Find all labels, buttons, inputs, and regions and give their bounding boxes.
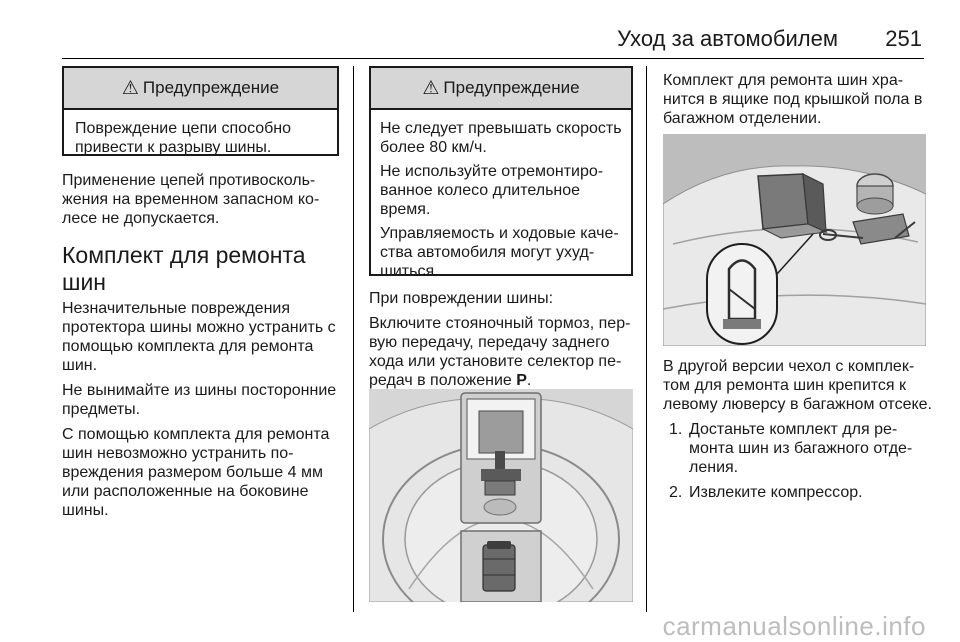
step-number: 1. — [669, 421, 683, 438]
warning-text: Не используйте отремонтированное колесо длительное время. — [380, 163, 604, 218]
steps-list — [663, 420, 933, 502]
warning-triangle-icon: ⚠ — [422, 77, 440, 99]
paragraph — [369, 314, 635, 390]
warning-title: Предупреждение — [142, 78, 280, 97]
warning-box — [62, 66, 339, 156]
warning-triangle-icon: ⚠ — [121, 77, 139, 99]
warning-box — [369, 66, 633, 280]
column-divider — [646, 66, 647, 612]
trunk-repair-kit-illustration — [663, 134, 926, 346]
paragraph-text: Включите стояночный тормоз, первую передачу, передачу заднего хода или установите селектор передач в положение — [369, 315, 631, 389]
paragraph: Применение цепей противоскольжения на временном запасном колесе не допускается. — [62, 172, 320, 227]
step-text: Достаньте комплект для ремонта шин из багажного отделения. — [689, 421, 913, 476]
paragraph: Не вынимайте из шины посторонние предметы. — [62, 382, 337, 418]
watermark: carmanualsonline.info — [662, 611, 926, 641]
warning-body — [64, 110, 337, 170]
section-heading: Комплект для ремонта шин — [62, 242, 306, 295]
list-item — [663, 483, 933, 502]
warning-header — [64, 68, 337, 110]
column-divider — [353, 66, 354, 612]
paragraph: Комплект для ремонта шин хранится в ящике под крышкой пола в багажном отделении. — [663, 72, 923, 127]
paragraph-end: . — [526, 372, 532, 389]
paragraph: С помощью комплекта для ремонта шин невозможно устранить повреждения размером больше 4 мм или расположенные на боковине шины. — [62, 426, 330, 519]
step-number: 2. — [669, 484, 683, 501]
step-text: Извлеките компрессор. — [689, 484, 863, 501]
paragraph: Незначительные повреждения протектора шины можно устранить с помощью комплекта для ремонта шин. — [62, 300, 336, 374]
spare-wheel-well-illustration — [369, 389, 633, 602]
warning-text: Повреждение цепи способно привести к разрыву шины. — [75, 120, 292, 156]
gear-position-p: P — [516, 372, 527, 389]
figure-spare-wheel-well — [369, 389, 633, 602]
warning-text: Управляемость и ходовые качества автомобиля могут ухудшиться. — [380, 225, 619, 280]
column-3-text-bottom — [663, 357, 933, 508]
list-item — [663, 420, 933, 477]
figure-trunk-kit — [663, 134, 926, 346]
paragraph: При повреждении шины: — [369, 290, 554, 307]
header-rule — [62, 58, 924, 59]
running-header-title: Уход за автомобилем — [617, 26, 838, 51]
column-2-text — [369, 289, 635, 396]
warning-body — [371, 110, 631, 294]
warning-text: Не следует превышать скорость более 80 км/ч. — [380, 120, 622, 156]
column-3-text-top — [663, 71, 933, 134]
page-number: 251 — [885, 26, 922, 51]
warning-header — [371, 68, 631, 110]
column-1-text — [62, 171, 344, 526]
warning-title: Предупреждение — [443, 78, 580, 97]
paragraph: В другой версии чехол с комплектом для ремонта шин крепится к левому люверсу в багажном отсеке. — [663, 358, 932, 413]
